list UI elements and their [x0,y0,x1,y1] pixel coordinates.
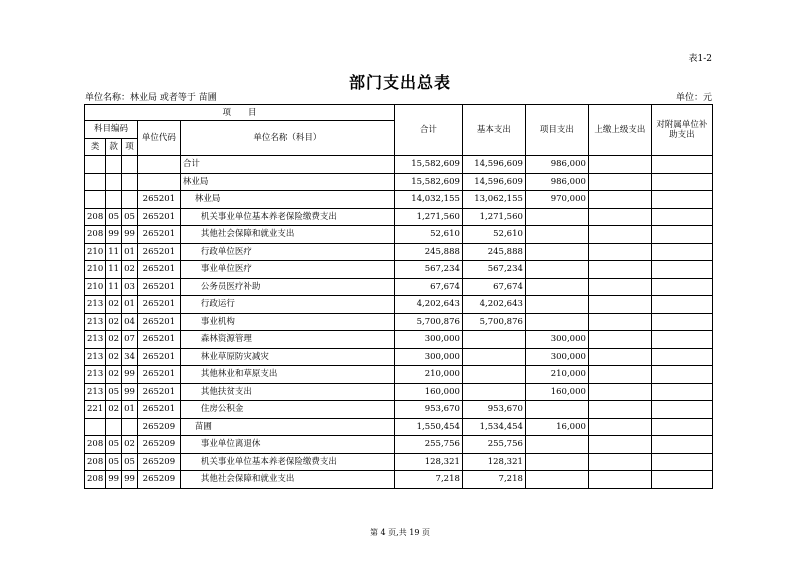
cell-name: 其他扶贫支出 [180,383,394,401]
cell-kuan: 02 [106,296,122,314]
cell-subsidy [651,436,712,454]
cell-lei: 213 [85,348,106,366]
cell-name: 事业单位离退休 [180,436,394,454]
table-row [85,383,713,401]
header-total: 合计 [394,105,462,156]
cell-upper [588,313,651,331]
cell-code: 265201 [137,401,180,419]
cell-kuan [106,156,122,174]
cell-xiang [122,173,138,191]
cell-name: 林业局 [180,173,394,191]
cell-code: 265201 [137,383,180,401]
table-row [85,348,713,366]
cell-upper [588,261,651,279]
cell-lei: 213 [85,313,106,331]
cell-name: 其他林业和草原支出 [180,366,394,384]
cell-total: 1,271,560 [394,208,462,226]
cell-basic: 567,234 [462,261,525,279]
cell-subsidy [651,278,712,296]
cell-name: 其他社会保障和就业支出 [180,226,394,244]
cell-project [525,243,588,261]
cell-basic: 52,610 [462,226,525,244]
currency-unit: 单位：元 [675,93,712,103]
cell-code: 265201 [137,278,180,296]
cell-xiang: 01 [122,243,138,261]
cell-lei: 208 [85,226,106,244]
header-project: 项目支出 [525,105,588,156]
cell-lei: 210 [85,243,106,261]
cell-lei: 213 [85,383,106,401]
cell-code [137,156,180,174]
cell-kuan [106,191,122,209]
cell-subsidy [651,208,712,226]
cell-project: 986,000 [525,173,588,191]
cell-lei: 208 [85,471,106,489]
cell-basic: 14,596,609 [462,173,525,191]
table-row [85,313,713,331]
header-basic: 基本支出 [462,105,525,156]
cell-subsidy [651,401,712,419]
cell-subsidy [651,226,712,244]
cell-code: 265201 [137,243,180,261]
header-lei: 类 [85,138,106,156]
table-id: 表1-2 [688,54,712,64]
cell-project: 300,000 [525,331,588,349]
cell-basic: 13,062,155 [462,191,525,209]
cell-name: 机关事业单位基本养老保险缴费支出 [180,453,394,471]
cell-subsidy [651,191,712,209]
cell-name: 林业局 [180,191,394,209]
cell-xiang: 99 [122,366,138,384]
cell-code: 265201 [137,366,180,384]
cell-lei: 213 [85,331,106,349]
cell-basic: 5,700,876 [462,313,525,331]
cell-lei: 208 [85,208,106,226]
cell-xiang: 03 [122,278,138,296]
cell-project: 16,000 [525,418,588,436]
cell-kuan: 02 [106,401,122,419]
cell-kuan: 11 [106,278,122,296]
cell-project [525,296,588,314]
cell-project: 970,000 [525,191,588,209]
cell-kuan [106,418,122,436]
cell-project [525,261,588,279]
cell-upper [588,208,651,226]
cell-upper [588,191,651,209]
cell-xiang: 04 [122,313,138,331]
cell-total: 52,610 [394,226,462,244]
cell-lei: 208 [85,436,106,454]
cell-subsidy [651,313,712,331]
cell-project [525,313,588,331]
table-row [85,208,713,226]
cell-upper [588,383,651,401]
cell-code: 265201 [137,331,180,349]
cell-xiang: 99 [122,383,138,401]
cell-upper [588,173,651,191]
cell-subsidy [651,243,712,261]
cell-basic: 255,756 [462,436,525,454]
cell-total: 5,700,876 [394,313,462,331]
table-row [85,418,713,436]
cell-code [137,173,180,191]
cell-upper [588,331,651,349]
cell-name: 公务员医疗补助 [180,278,394,296]
cell-code: 265201 [137,313,180,331]
header-subsidy: 对附属单位补助支出 [651,105,712,156]
cell-code: 265201 [137,226,180,244]
cell-basic [462,348,525,366]
cell-project: 300,000 [525,348,588,366]
cell-total: 128,321 [394,453,462,471]
cell-kuan: 05 [106,383,122,401]
cell-total: 4,202,643 [394,296,462,314]
cell-basic: 245,888 [462,243,525,261]
table-body [85,156,713,489]
cell-xiang: 34 [122,348,138,366]
cell-basic: 128,321 [462,453,525,471]
cell-kuan: 05 [106,208,122,226]
cell-kuan: 05 [106,453,122,471]
cell-name: 行政运行 [180,296,394,314]
cell-basic: 4,202,643 [462,296,525,314]
cell-code: 265209 [137,418,180,436]
cell-code: 265201 [137,296,180,314]
cell-project: 986,000 [525,156,588,174]
cell-project [525,278,588,296]
page-number: 第 4 页,共 19 页 [370,528,430,537]
page-title: 部门支出总表 [348,73,451,92]
header-unit-subject: 单位名称（科目） [180,121,394,156]
header-unit-code: 单位代码 [137,121,180,156]
cell-total: 160,000 [394,383,462,401]
cell-lei: 210 [85,278,106,296]
cell-upper [588,296,651,314]
cell-code: 265209 [137,453,180,471]
cell-lei: 210 [85,261,106,279]
cell-total: 300,000 [394,331,462,349]
table-row [85,173,713,191]
cell-code: 265209 [137,436,180,454]
cell-total: 245,888 [394,243,462,261]
cell-name: 机关事业单位基本养老保险缴费支出 [180,208,394,226]
cell-code: 265209 [137,471,180,489]
cell-lei: 213 [85,296,106,314]
cell-xiang [122,418,138,436]
cell-upper [588,156,651,174]
table-row [85,226,713,244]
cell-xiang: 99 [122,226,138,244]
cell-kuan: 11 [106,261,122,279]
cell-total: 210,000 [394,366,462,384]
cell-subsidy [651,156,712,174]
cell-name: 事业机构 [180,313,394,331]
cell-upper [588,401,651,419]
cell-upper [588,453,651,471]
cell-project: 160,000 [525,383,588,401]
header-kuan: 款 [106,138,122,156]
unit-name: 单位名称：林业局 或者等于 苗圃 [85,93,217,103]
table-row [85,296,713,314]
cell-upper [588,418,651,436]
cell-basic [462,383,525,401]
cell-basic [462,331,525,349]
cell-subsidy [651,331,712,349]
cell-code: 265201 [137,261,180,279]
table-row [85,366,713,384]
cell-upper [588,366,651,384]
cell-xiang [122,191,138,209]
cell-name: 其他社会保障和就业支出 [180,471,394,489]
cell-project [525,401,588,419]
cell-xiang: 02 [122,261,138,279]
cell-basic: 67,674 [462,278,525,296]
cell-subsidy [651,453,712,471]
cell-xiang: 05 [122,453,138,471]
cell-total: 7,218 [394,471,462,489]
cell-basic: 953,670 [462,401,525,419]
cell-xiang [122,156,138,174]
cell-lei: 221 [85,401,106,419]
cell-lei [85,156,106,174]
cell-name: 苗圃 [180,418,394,436]
cell-name: 合计 [180,156,394,174]
table-row [85,453,713,471]
table-row [85,331,713,349]
cell-kuan: 05 [106,436,122,454]
cell-upper [588,243,651,261]
header-upper: 上缴上级支出 [588,105,651,156]
cell-total: 300,000 [394,348,462,366]
cell-project [525,453,588,471]
cell-lei [85,418,106,436]
cell-subsidy [651,471,712,489]
table-row [85,156,713,174]
cell-total: 15,582,609 [394,156,462,174]
table-row [85,278,713,296]
cell-code: 265201 [137,191,180,209]
table-row [85,243,713,261]
cell-code: 265201 [137,348,180,366]
cell-lei [85,191,106,209]
cell-total: 14,032,155 [394,191,462,209]
header-subject-code: 科目编码 [85,121,138,139]
cell-kuan: 99 [106,471,122,489]
cell-name: 林业草原防灾减灾 [180,348,394,366]
cell-xiang: 01 [122,296,138,314]
cell-kuan: 02 [106,313,122,331]
cell-basic: 1,271,560 [462,208,525,226]
cell-upper [588,348,651,366]
cell-total: 67,674 [394,278,462,296]
table-row [85,471,713,489]
cell-subsidy [651,173,712,191]
cell-name: 森林资源管理 [180,331,394,349]
cell-upper [588,436,651,454]
cell-subsidy [651,366,712,384]
cell-subsidy [651,348,712,366]
cell-total: 1,550,454 [394,418,462,436]
cell-code: 265201 [137,208,180,226]
table-row [85,261,713,279]
cell-lei [85,173,106,191]
cell-project [525,436,588,454]
cell-kuan: 11 [106,243,122,261]
cell-xiang: 05 [122,208,138,226]
cell-name: 行政单位医疗 [180,243,394,261]
table-row [85,436,713,454]
header-item: 项 目 [85,105,395,121]
cell-basic: 14,596,609 [462,156,525,174]
cell-name: 事业单位医疗 [180,261,394,279]
cell-kuan [106,173,122,191]
expenditure-table [84,104,713,489]
cell-lei: 208 [85,453,106,471]
cell-subsidy [651,418,712,436]
cell-xiang: 07 [122,331,138,349]
cell-subsidy [651,261,712,279]
cell-kuan: 02 [106,331,122,349]
table-row [85,191,713,209]
cell-basic [462,366,525,384]
cell-lei: 213 [85,366,106,384]
cell-basic: 1,534,454 [462,418,525,436]
cell-upper [588,226,651,244]
header-xiang: 项 [122,138,138,156]
cell-upper [588,471,651,489]
cell-kuan: 02 [106,366,122,384]
cell-total: 567,234 [394,261,462,279]
table-row [85,401,713,419]
cell-total: 15,582,609 [394,173,462,191]
cell-name: 住房公积金 [180,401,394,419]
cell-total: 255,756 [394,436,462,454]
cell-subsidy [651,383,712,401]
cell-xiang: 99 [122,471,138,489]
cell-kuan: 02 [106,348,122,366]
cell-basic: 7,218 [462,471,525,489]
cell-kuan: 99 [106,226,122,244]
cell-upper [588,278,651,296]
cell-xiang: 02 [122,436,138,454]
cell-xiang: 01 [122,401,138,419]
cell-project [525,226,588,244]
cell-total: 953,670 [394,401,462,419]
cell-subsidy [651,296,712,314]
cell-project: 210,000 [525,366,588,384]
cell-project [525,471,588,489]
cell-project [525,208,588,226]
